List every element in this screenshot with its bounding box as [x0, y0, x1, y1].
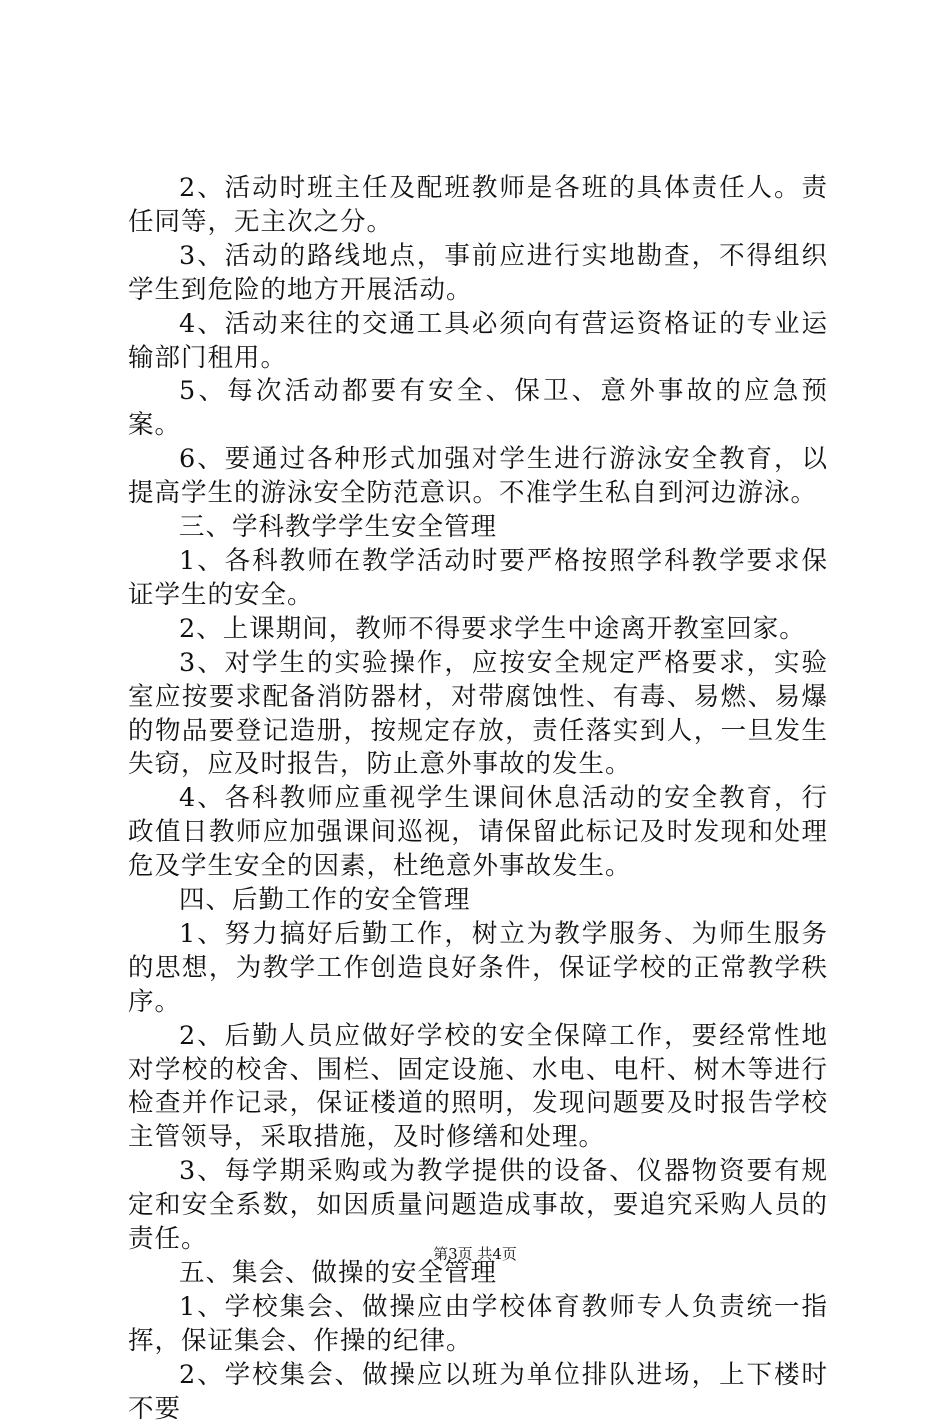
- section-heading-4: 四、后勤工作的安全管理: [179, 885, 471, 916]
- section-heading-3: 三、学科教学学生安全管理: [179, 512, 498, 543]
- section-heading-5: 五、集会、做操的安全管理: [179, 1258, 498, 1288]
- paragraph-item-2: 2、学校集会、做操应以班为单位排队进场，上下楼时不要: [128, 1359, 828, 1424]
- paragraph-item-4: 4、各科教师应重视学生课间休息活动的安全教育，行政值日教师应加强课间巡视，请保留此标记及时发现和处理危及学生安全的因素，杜绝意外事故发生。: [128, 783, 828, 882]
- paragraph-item-4: 4、活动来往的交通工具必须向有营运资格证的专业运输部门租用。: [128, 308, 828, 373]
- paragraph-item-3: 3、活动的路线地点，事前应进行实地勘查，不得组织学生到危险的地方开展活动。: [128, 240, 828, 305]
- paragraph-item-1: 1、努力搞好后勤工作，树立为教学服务、为师生服务的思想，为教学工作创造良好条件，保证学校的正常教学秩序。: [128, 918, 828, 1017]
- paragraph-item-1: 1、各科教师在教学活动时要严格按照学科教学要求保证学生的安全。: [128, 545, 828, 610]
- page-number-label: 第3页 共4页: [433, 1245, 517, 1263]
- document-body: [128, 172, 828, 1427]
- page-footer: [0, 1244, 950, 1264]
- paragraph-item-3: 3、对学生的实验操作，应按安全规定严格要求，实验室应按要求配备消防器材，对带腐蚀性、有毒、易燃、易爆的物品要登记造册，按规定存放，责任落实到人，一旦发生失窃，应及时报告，防止意外事故的发生。: [128, 647, 828, 780]
- paragraph-item-6: 6、要通过各种形式加强对学生进行游泳安全教育，以提高学生的游泳安全防范意识。不准学生私自到河边游泳。: [128, 444, 828, 509]
- paragraph-item-5: 5、每次活动都要有安全、保卫、意外事故的应急预案。: [128, 376, 828, 441]
- paragraph-item-3: 3、每学期采购或为教学提供的设备、仪器物资要有规定和安全系数，如因质量问题造成事故，要追究采购人员的责任。: [128, 1156, 828, 1255]
- paragraph-item-1: 1、学校集会、做操应由学校体育教师专人负责统一指挥，保证集会、作操的纪律。: [128, 1291, 828, 1356]
- paragraph-item-2: 2、活动时班主任及配班教师是各班的具体责任人。责任同等，无主次之分。: [128, 173, 828, 237]
- paragraph-item-2: 2、上课期间，教师不得要求学生中途离开教室回家。: [179, 613, 806, 644]
- paragraph-item-2: 2、后勤人员应做好学校的安全保障工作，要经常性地对学校的校舍、围栏、固定设施、水电、电杆、树木等进行检查并作记录，保证楼道的照明，发现问题要及时报告学校主管领导，采取措施，及时修缮和处理。: [128, 1020, 828, 1153]
